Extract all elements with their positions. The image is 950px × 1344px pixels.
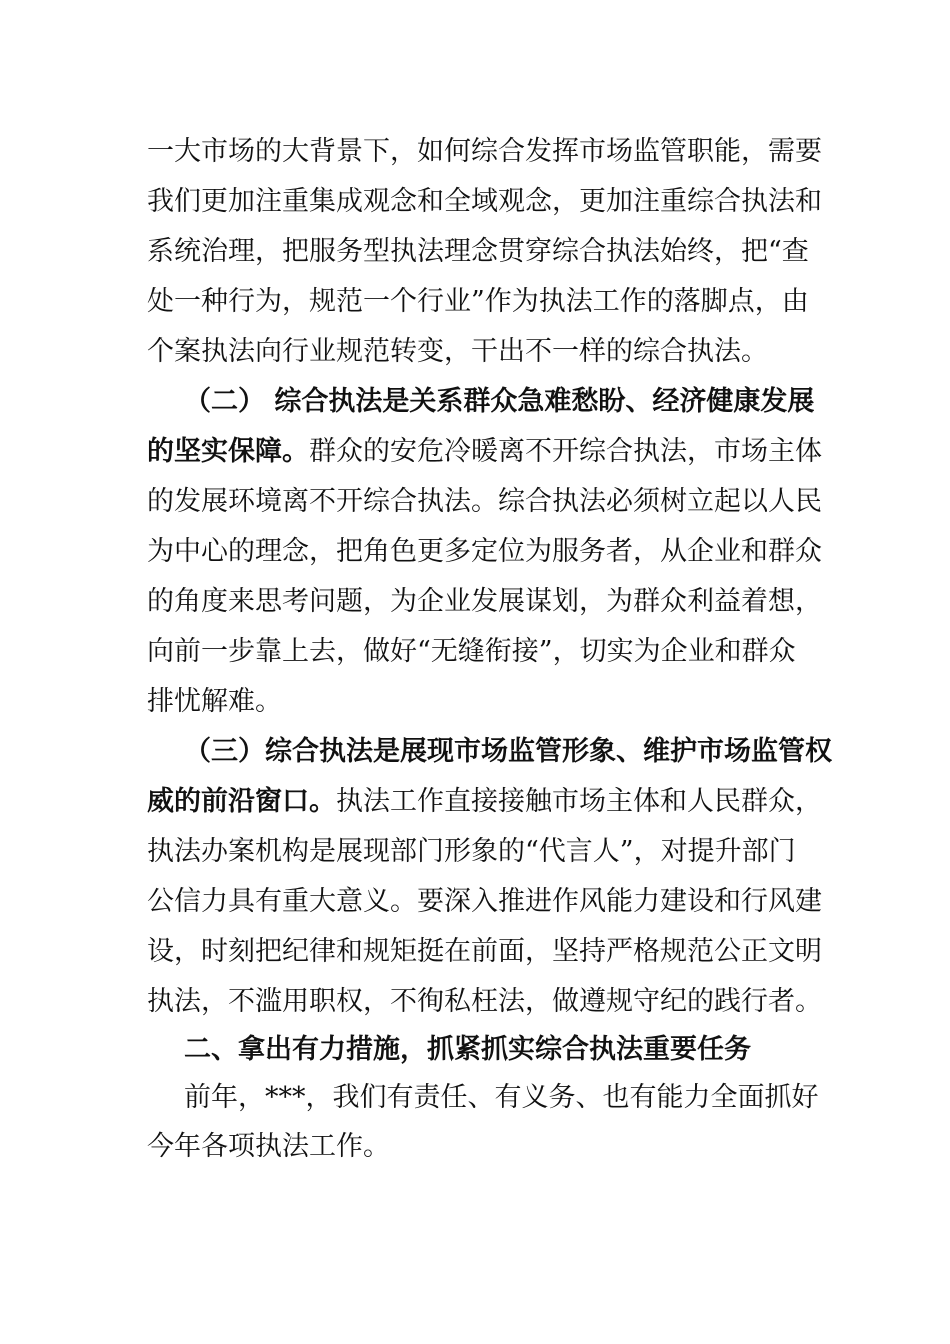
paragraph-line: 的发展环境离不开综合执法。综合执法必须树立起以人民: [147, 486, 822, 517]
paragraph-line: [147, 782, 822, 822]
paragraph-line: 设，时刻把纪律和规矩挺在前面，坚持严格规范公正文明: [147, 936, 822, 967]
paragraph-text: 执法工作直接接触市场主体和人民群众，: [336, 786, 822, 817]
paragraph-line: 排忧解难。: [147, 686, 282, 717]
paragraph-line: 我们更加注重集成观念和全域观念，更加注重综合执法和: [147, 186, 822, 217]
paragraph-line: 执法办案机构是展现部门形象的“代言人”，对提升部门: [147, 836, 796, 867]
paragraph-line: 的角度来思考问题，为企业发展谋划，为群众利益着想，: [147, 586, 822, 617]
section-heading: 二、拿出有力措施，抓紧抓实综合执法重要任务: [184, 1034, 751, 1065]
paragraph-line: 个案执法向行业规范转变，干出不一样的综合执法。: [147, 336, 768, 367]
paragraph-line: 今年各项执法工作。: [147, 1131, 390, 1162]
paragraph-line: [147, 432, 822, 472]
subheading-tail: 威的前沿窗口。: [147, 786, 336, 817]
paragraph-text: 群众的安危冷暖离不开综合执法，市场主体: [309, 436, 822, 467]
paragraph-line: 为中心的理念，把角色更多定位为服务者，从企业和群众: [147, 536, 822, 567]
paragraph-line: 处一种行为，规范一个行业”作为执法工作的落脚点，由: [147, 286, 809, 317]
paragraph-line: 一大市场的大背景下，如何综合发挥市场监管职能，需要: [147, 136, 822, 167]
subheading-line: （三）综合执法是展现市场监管形象、维护市场监管权: [184, 736, 832, 767]
paragraph-line: 公信力具有重大意义。要深入推进作风能力建设和行风建: [147, 886, 822, 917]
paragraph-line: 执法，不滥用职权，不徇私枉法，做遵规守纪的践行者。: [147, 986, 822, 1017]
subheading-line: （二） 综合执法是关系群众急难愁盼、经济健康发展: [184, 386, 815, 417]
paragraph-line: 向前一步靠上去，做好“无缝衔接”，切实为企业和群众: [147, 636, 796, 667]
paragraph-line: 系统治理，把服务型执法理念贯穿综合执法始终，把“查: [147, 236, 809, 267]
subheading-tail: 的坚实保障。: [147, 436, 309, 467]
paragraph-line: 前年，***，我们有责任、有义务、也有能力全面抓好: [184, 1082, 819, 1113]
